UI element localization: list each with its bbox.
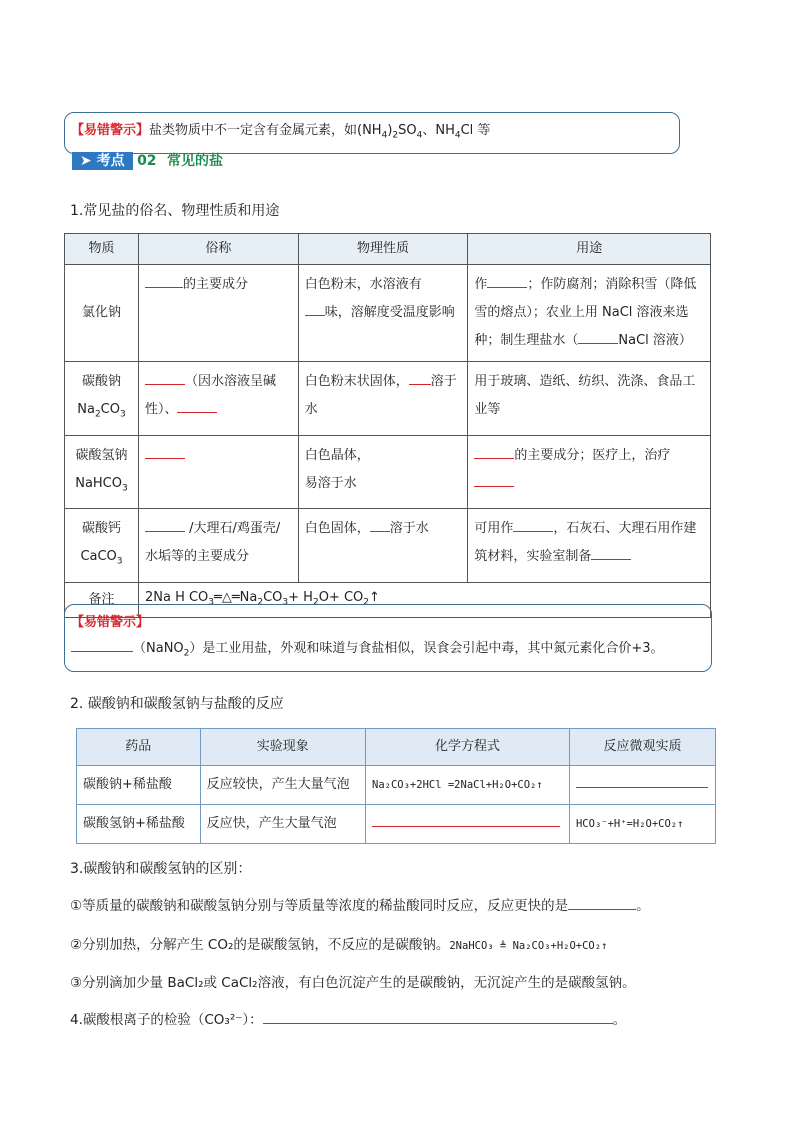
answer-blank[interactable] — [409, 372, 431, 385]
q2-title: 2. 碳酸钠和碳酸氢钠与盐酸的反应 — [70, 696, 284, 712]
answer-blank[interactable] — [145, 372, 185, 385]
answer-blank[interactable] — [474, 474, 514, 487]
row-na2co3-phenomenon: 反应较快，产生大量气泡 — [200, 766, 365, 805]
table2-header: 药品 — [77, 729, 201, 766]
answer-blank[interactable] — [305, 303, 325, 316]
table1-header: 用途 — [468, 234, 711, 265]
section-title: 常见的盐 — [167, 153, 223, 169]
row-na2co3-name: 碳酸钠 $Na_2CO_3$ — [65, 362, 139, 436]
row-caco3-phys: 白色固体， 溶于水 — [298, 509, 468, 583]
row-nahco3-phys: 白色晶体， 易溶于水 — [298, 435, 468, 509]
q3-item-2-equation: 2NaHCO₃ ≜ Na₂CO₃+H₂O+CO₂↑ — [449, 940, 608, 952]
row-note-equation: 2Na H $CO_3═\triangle═Na_2CO_3+ H_2O+$ $CO_2↑$ — [138, 582, 710, 618]
row-nacl-phys: 白色粉末，水溶液有 味，溶解度受温度影响 — [298, 265, 468, 362]
answer-blank[interactable] — [372, 814, 560, 827]
answer-blank[interactable] — [578, 331, 618, 344]
q3-title: 3.碳酸钠和碳酸氢钠的区别： — [70, 861, 252, 877]
q3-item-2: ②分别加热，分解产生 CO₂的是碳酸氢钠，不反应的是碳酸钠。2NaHCO₃ ≜ Na₂CO₃+H₂O+CO₂↑ — [70, 937, 608, 953]
q3-item-1: ①等质量的碳酸钠和碳酸氢钠分别与等质量等浓度的稀盐酸同时反应，反应更快的是 。 — [70, 898, 650, 914]
row-nahco3-common — [138, 435, 298, 509]
row-nahco3-drug: 碳酸氢钠+稀盐酸 — [77, 805, 201, 844]
row-nahco3-name: 碳酸氢钠 NaHCO$_3$ — [65, 435, 139, 509]
answer-blank[interactable] — [263, 1011, 613, 1024]
q3-item-3: ③分别滴加少量 BaCl₂或 CaCl₂溶液，有白色沉淀产生的是碳酸钠，无沉淀产生的是碳酸氢钠。 — [70, 975, 636, 991]
answer-blank[interactable] — [591, 547, 631, 560]
row-nacl-common: 的主要成分 — [138, 265, 298, 362]
answer-blank[interactable] — [145, 275, 183, 288]
row-nahco3-equation — [366, 805, 570, 844]
answer-blank[interactable] — [576, 775, 708, 788]
row-nacl-name: 氯化钠 — [65, 265, 139, 362]
section-badge: ➤ 考点 — [72, 152, 133, 170]
answer-blank[interactable] — [513, 519, 553, 532]
row-na2co3-equation: Na₂CO₃+2HCl =2NaCl+H₂O+CO₂↑ — [366, 766, 570, 805]
row-nahco3-phenomenon: 反应快，产生大量气泡 — [200, 805, 365, 844]
answer-blank[interactable] — [568, 897, 636, 910]
row-nahco3-micro: HCO₃⁻+H⁺=H₂O+CO₂↑ — [569, 805, 715, 844]
row-na2co3-micro — [569, 766, 715, 805]
table1-header: 物理性质 — [298, 234, 468, 265]
row-na2co3-use: 用于玻璃、造纸、纺织、洗涤、食品工业等 — [468, 362, 711, 436]
warning-box-2 — [64, 604, 712, 672]
table2-header: 实验现象 — [200, 729, 365, 766]
q1-title: 1.常见盐的俗名、物理性质和用途 — [70, 203, 280, 219]
answer-blank[interactable] — [177, 400, 217, 413]
row-na2co3-common: （因水溶液呈碱性）、 — [138, 362, 298, 436]
row-note-name: 备注 — [65, 582, 139, 618]
row-na2co3-drug: 碳酸钠+稀盐酸 — [77, 766, 201, 805]
answer-blank[interactable] — [145, 446, 185, 459]
answer-blank[interactable] — [145, 519, 185, 532]
warning-2-label: 【易错警示】 — [71, 615, 150, 630]
section-heading — [72, 150, 223, 170]
row-na2co3-phys: 白色粉末状固体， 溶于水 — [298, 362, 468, 436]
warning-box-1 — [64, 112, 680, 154]
section-number: 02 — [137, 153, 157, 169]
warning-1-label: 【易错警示】 — [71, 123, 150, 138]
answer-blank[interactable] — [487, 275, 527, 288]
answer-blank[interactable] — [474, 446, 514, 459]
reaction-table — [76, 728, 716, 844]
answer-blank[interactable] — [370, 519, 390, 532]
table2-header: 化学方程式 — [366, 729, 570, 766]
row-caco3-common: /大理石/鸡蛋壳/水垢等的主要成分 — [138, 509, 298, 583]
row-caco3-name: 碳酸钙 CaCO$_3$ — [65, 509, 139, 583]
salt-properties-table — [64, 233, 711, 618]
row-nahco3-use: 的主要成分；医疗上，治疗 — [468, 435, 711, 509]
table1-header: 物质 — [65, 234, 139, 265]
table2-header: 反应微观实质 — [569, 729, 715, 766]
answer-blank[interactable] — [71, 639, 133, 652]
warning-2-text: （NaNO$_2$）是工业用盐，外观和味道与食盐相似，误食会引起中毒，其中氮元素化合价+3。 — [71, 639, 664, 664]
row-nacl-use: 作 ；作防腐剂；消除积雪（降低雪的熔点）；农业上用 NaCl 溶液来选种；制生理盐水（ NaCl 溶液） — [468, 265, 711, 362]
q4: 4.碳酸根离子的检验（CO₃²⁻）： 。 — [70, 1012, 627, 1028]
table1-header: 俗称 — [138, 234, 298, 265]
row-caco3-use: 可用作 ，石灰石、大理石用作建筑材料，实验室制备 — [468, 509, 711, 583]
warning-1-text: 【易错警示】盐类物质中不一定含有金属元素，如$(NH_4)_2SO_4$、$NH_4Cl$ 等 — [71, 123, 491, 141]
